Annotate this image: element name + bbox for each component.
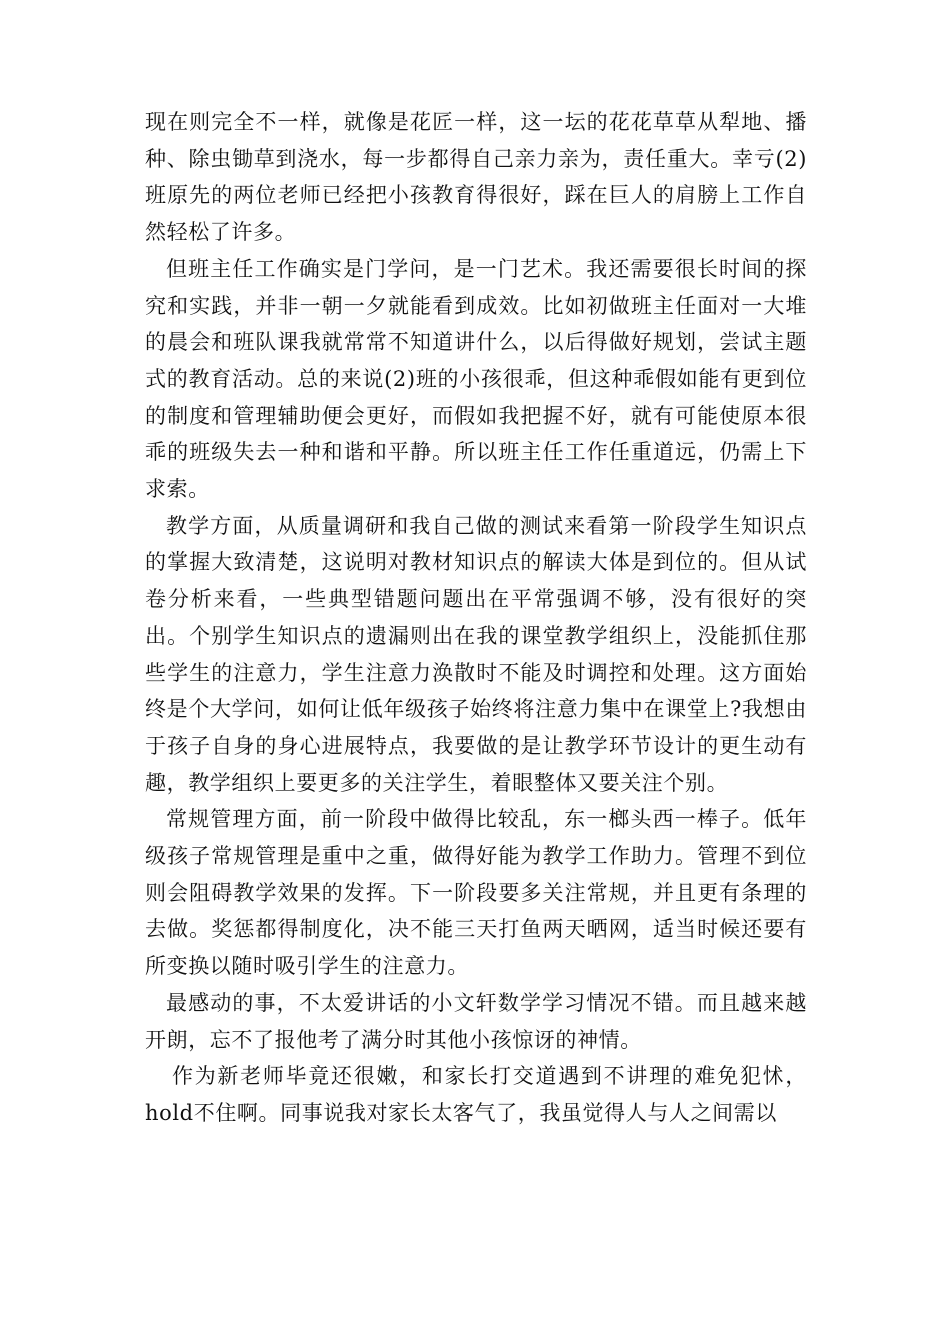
paragraph-1: 现在则完全不一样，就像是花匠一样，这一坛的花花草草从犁地、播种、除虫锄草到浇水，每一步都得自己亲力亲为，责任重大。幸亏(2)班原先的两位老师已经把小孩教育得很好，踩在巨人的肩膀上工作自然轻松了许多。 xyxy=(145,110,807,245)
document-body xyxy=(145,104,807,1132)
paragraph-6: 作为新老师毕竟还很嫩，和家长打交道遇到不讲理的难免犯怵，hold不住啊。同事说我对家长太客气了，我虽觉得人与人之间需以 xyxy=(145,1064,807,1125)
paragraph-4: 常规管理方面，前一阶段中做得比较乱，东一榔头西一棒子。低年级孩子常规管理是重中之重，做得好能为教学工作助力。管理不到位则会阻碍教学效果的发挥。下一阶段要多关注常规，并且更有条理的去做。奖惩都得制度化，决不能三天打鱼两天晒网，适当时候还要有所变换以随时吸引学生的注意力。 xyxy=(145,807,807,979)
paragraph-3: 教学方面，从质量调研和我自己做的测试来看第一阶段学生知识点的掌握大致清楚，这说明对教材知识点的解读大体是到位的。但从试卷分析来看，一些典型错题问题出在平常强调不够，没有很好的突出。个别学生知识点的遗漏则出在我的课堂教学组织上，没能抓住那些学生的注意力，学生注意力涣散时不能及时调控和处理。这方面始终是个大学问，如何让低年级孩子始终将注意力集中在课堂上?我想由于孩子自身的身心进展特点，我要做的是让教学环节设计的更生动有趣，教学组织上要更多的关注学生，着眼整体又要关注个别。 xyxy=(145,513,807,795)
paragraph-5: 最感动的事，不太爱讲话的小文轩数学学习情况不错。而且越来越开朗，忘不了报他考了满分时其他小孩惊讶的神情。 xyxy=(145,990,807,1052)
paragraph-2: 但班主任工作确实是门学问，是一门艺术。我还需要很长时间的探究和实践，并非一朝一夕就能看到成效。比如初做班主任面对一大堆的晨会和班队课我就常常不知道讲什么，以后得做好规划，尝试主题式的教育活动。总的来说(2)班的小孩很乖，但这种乖假如能有更到位的制度和管理辅助便会更好，而假如我把握不好，就有可能使原本很乖的班级失去一种和谐和平静。所以班主任工作任重道远，仍需上下求索。 xyxy=(145,256,807,502)
